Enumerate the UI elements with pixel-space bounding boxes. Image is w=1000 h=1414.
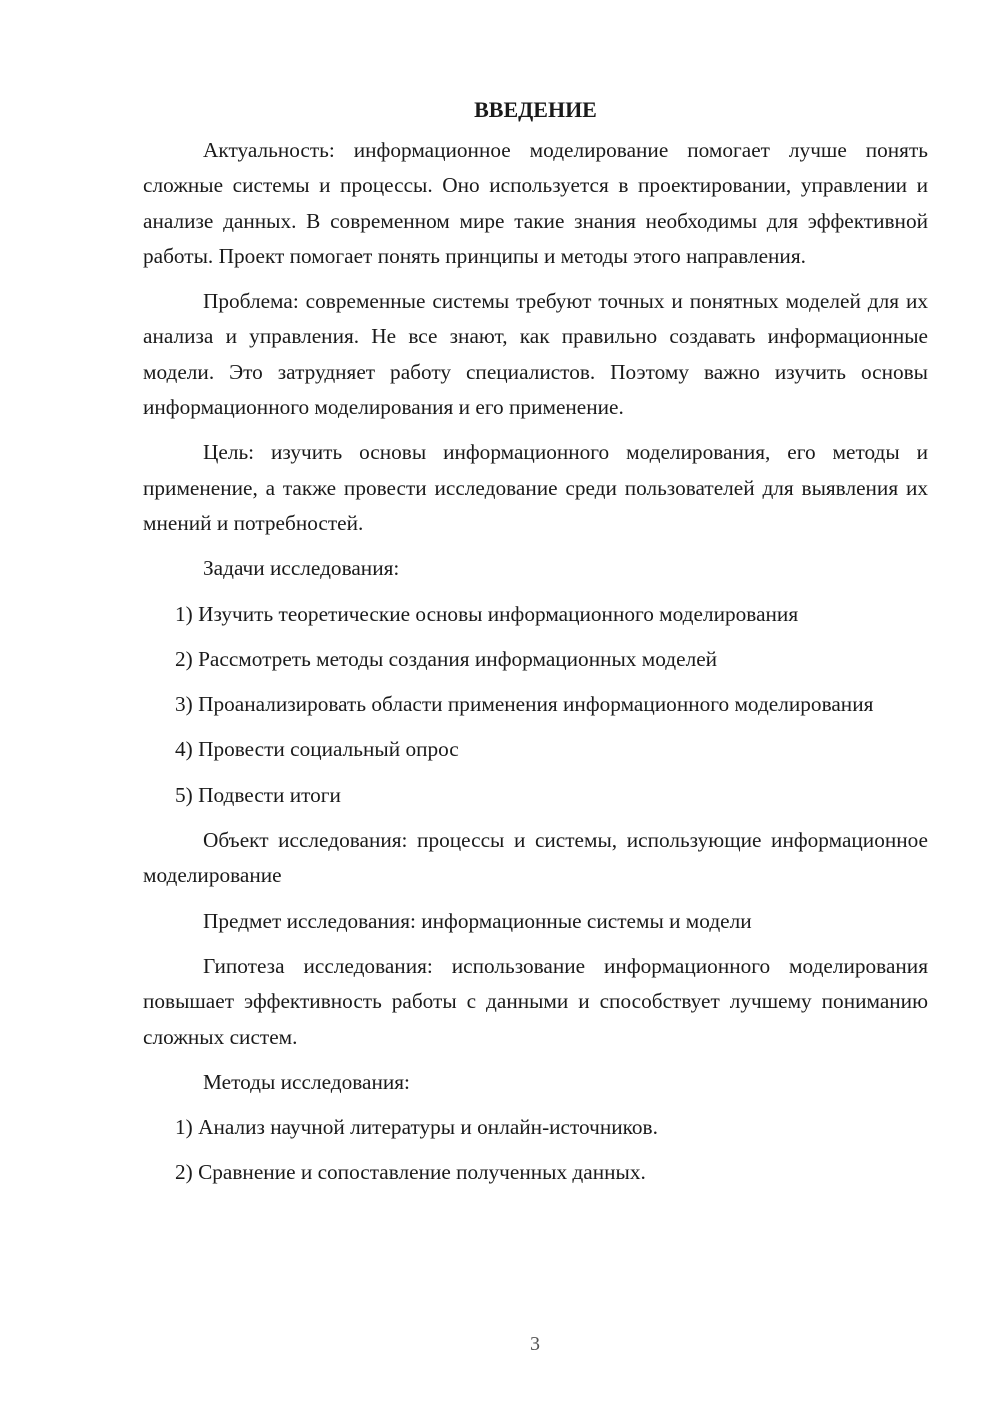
page-content: [143, 92, 928, 1191]
task-item-4: 4) Провести социальный опрос: [175, 737, 459, 762]
relevance-paragraph: Актуальность: информационное моделирование помогает лучше понять сложные системы и процессы. Оно используется в проектировании, управлении и анализе данных. В современном мире такие знания необходимы для эффективной работы. Проект помогает понять принципы и методы этого направления.: [143, 138, 928, 268]
hypothesis-paragraph: Гипотеза исследования: использование информационного моделирования повышает эффективность работы с данными и способствует лучшему пониманию сложных систем.: [143, 953, 928, 1049]
task-item-5: 5) Подвести итоги: [175, 782, 341, 807]
methods-heading: Методы исследования:: [203, 1069, 410, 1094]
page-number: 3: [530, 1333, 540, 1355]
tasks-heading: Задачи исследования:: [203, 556, 400, 581]
task-item-2: 2) Рассмотреть методы создания информационных моделей: [175, 646, 718, 671]
task-item-1: 1) Изучить теоретические основы информационного моделирования: [175, 601, 799, 626]
subject-paragraph: Предмет исследования: информационные системы и модели: [203, 908, 752, 933]
task-item-3: 3) Проанализировать области применения информационного моделирования: [175, 692, 874, 717]
page-title: ВВЕДЕНИЕ: [474, 97, 597, 122]
problem-paragraph: Проблема: современные системы требуют точных и понятных моделей для их анализа и управления. Не все знают, как правильно создавать информационные модели. Это затрудняет работу специалистов. Поэтому важно изучить основы информационного моделирования и его применение.: [143, 289, 928, 420]
object-paragraph: Объект исследования: процессы и системы, использующие информационное моделирование: [143, 828, 928, 888]
method-item-1: 1) Анализ научной литературы и онлайн-источников.: [175, 1115, 658, 1140]
method-item-2: 2) Сравнение и сопоставление полученных данных.: [175, 1160, 646, 1185]
goal-paragraph: Цель: изучить основы информационного моделирования, его методы и применение, а также провести исследование среди пользователей для выявления их мнений и потребностей.: [143, 440, 928, 535]
